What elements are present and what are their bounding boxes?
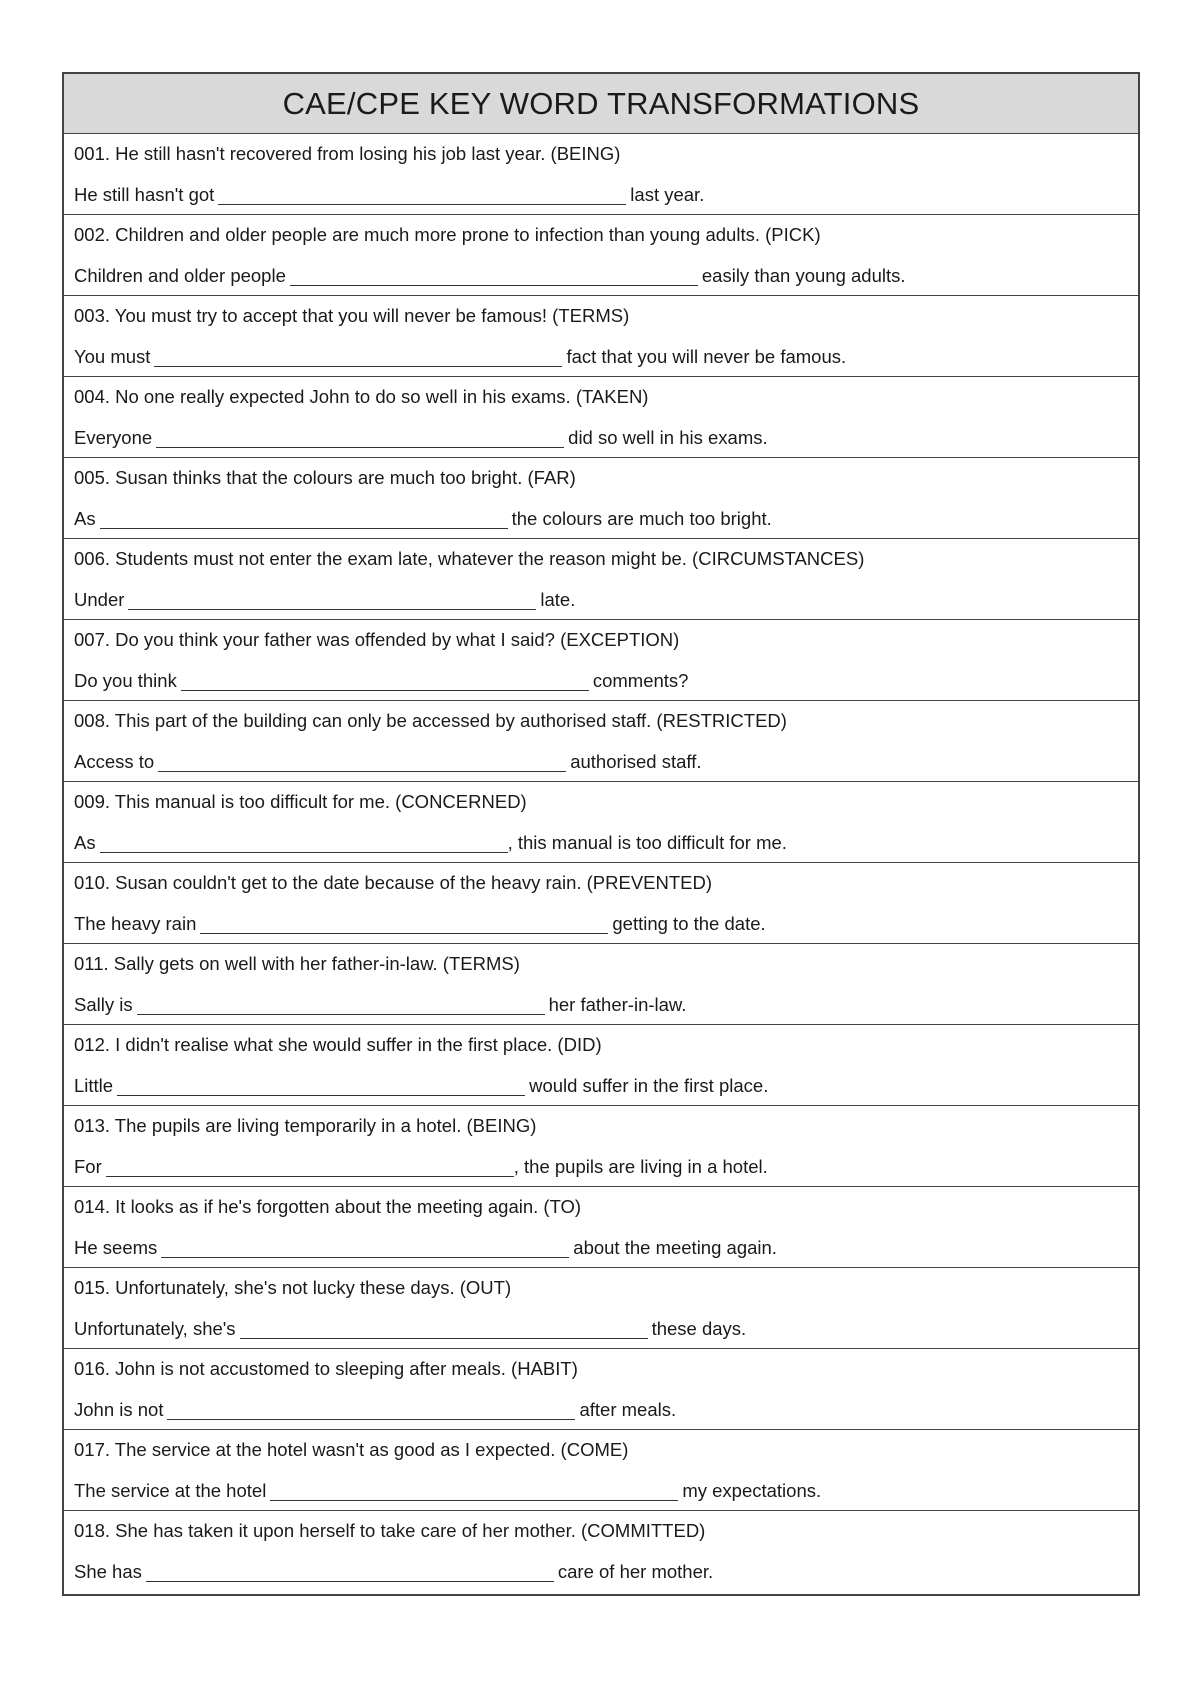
exercise-prompt: 005. Susan thinks that the colours are much too bright. (FAR) bbox=[74, 467, 576, 488]
answer-blank[interactable] bbox=[181, 689, 589, 691]
answer-lead-text: Little bbox=[74, 1074, 114, 1096]
answer-lead-text: He seems bbox=[74, 1236, 158, 1258]
exercise-item bbox=[64, 863, 1138, 944]
answer-tail-text: my expectations. bbox=[682, 1479, 822, 1501]
answer-blank[interactable] bbox=[158, 770, 566, 772]
exercise-prompt: 016. John is not accustomed to sleeping after meals. (HABIT) bbox=[74, 1358, 578, 1379]
exercise-answer-line bbox=[74, 418, 1138, 459]
answer-lead-text: Do you think bbox=[74, 669, 177, 691]
exercise-item bbox=[64, 1430, 1138, 1511]
exercise-item bbox=[64, 1349, 1138, 1430]
exercise-answer-line bbox=[74, 1471, 1138, 1512]
answer-blank[interactable] bbox=[240, 1337, 648, 1339]
exercise-item bbox=[64, 215, 1138, 296]
exercise-prompt: 002. Children and older people are much more prone to infection than young adults. (PICK) bbox=[74, 224, 821, 245]
worksheet-table bbox=[62, 72, 1140, 1596]
exercise-prompt: 003. You must try to accept that you will never be famous! (TERMS) bbox=[74, 305, 630, 326]
answer-tail-text: fact that you will never be famous. bbox=[566, 345, 847, 367]
exercise-answer-line bbox=[74, 661, 1138, 702]
answer-tail-text: late. bbox=[540, 588, 576, 610]
exercise-item bbox=[64, 701, 1138, 782]
exercise-prompt: 012. I didn't realise what she would suffer in the first place. (DID) bbox=[74, 1034, 602, 1055]
answer-tail-text: the colours are much too bright. bbox=[511, 507, 772, 529]
exercise-item bbox=[64, 1268, 1138, 1349]
exercise-answer-line bbox=[74, 985, 1138, 1026]
exercise-item bbox=[64, 1511, 1138, 1594]
answer-blank[interactable] bbox=[117, 1094, 525, 1096]
exercise-answer-line bbox=[74, 1147, 1138, 1188]
exercise-prompt: 004. No one really expected John to do so well in his exams. (TAKEN) bbox=[74, 386, 649, 407]
exercise-prompt: 010. Susan couldn't get to the date because of the heavy rain. (PREVENTED) bbox=[74, 872, 713, 893]
exercise-item bbox=[64, 944, 1138, 1025]
answer-lead-text: The heavy rain bbox=[74, 912, 197, 934]
exercise-answer-line bbox=[74, 499, 1138, 540]
exercise-prompt: 001. He still hasn't recovered from losing his job last year. (BEING) bbox=[74, 143, 621, 164]
answer-blank[interactable] bbox=[270, 1499, 678, 1501]
exercise-prompt: 009. This manual is too difficult for me. (CONCERNED) bbox=[74, 791, 527, 812]
answer-tail-text: authorised staff. bbox=[570, 750, 702, 772]
answer-lead-text: As bbox=[74, 507, 96, 529]
exercise-item bbox=[64, 620, 1138, 701]
exercise-item bbox=[64, 377, 1138, 458]
answer-tail-text: , the pupils are living in a hotel. bbox=[513, 1155, 768, 1177]
answer-blank[interactable] bbox=[100, 851, 508, 853]
exercise-answer-line bbox=[74, 1390, 1138, 1431]
exercise-prompt: 011. Sally gets on well with her father-in-law. (TERMS) bbox=[74, 953, 520, 974]
answer-lead-text: Access to bbox=[74, 750, 155, 772]
exercise-prompt: 013. The pupils are living temporarily in a hotel. (BEING) bbox=[74, 1115, 537, 1136]
exercise-answer-line bbox=[74, 1228, 1138, 1269]
answer-blank[interactable] bbox=[290, 284, 698, 286]
answer-tail-text: about the meeting again. bbox=[573, 1236, 777, 1258]
answer-tail-text: her father-in-law. bbox=[548, 993, 687, 1015]
answer-blank[interactable] bbox=[167, 1418, 575, 1420]
answer-tail-text: getting to the date. bbox=[612, 912, 766, 934]
exercise-item bbox=[64, 296, 1138, 377]
answer-blank[interactable] bbox=[106, 1175, 514, 1177]
answer-lead-text: Children and older people bbox=[74, 264, 286, 286]
answer-lead-text: Unfortunately, she's bbox=[74, 1317, 236, 1339]
exercise-prompt: 018. She has taken it upon herself to take care of her mother. (COMMITTED) bbox=[74, 1520, 706, 1541]
answer-blank[interactable] bbox=[161, 1256, 569, 1258]
answer-lead-text: Sally is bbox=[74, 993, 133, 1015]
exercise-item bbox=[64, 1025, 1138, 1106]
answer-tail-text: , this manual is too difficult for me. bbox=[507, 831, 787, 853]
exercise-prompt: 015. Unfortunately, she's not lucky these days. (OUT) bbox=[74, 1277, 512, 1298]
exercise-answer-line bbox=[74, 1309, 1138, 1350]
exercise-answer-line bbox=[74, 175, 1138, 216]
answer-tail-text: easily than young adults. bbox=[701, 264, 906, 286]
answer-tail-text: did so well in his exams. bbox=[568, 426, 768, 448]
exercise-prompt: 008. This part of the building can only be accessed by authorised staff. (RESTRICTED) bbox=[74, 710, 787, 731]
exercise-prompt: 014. It looks as if he's forgotten about the meeting again. (TO) bbox=[74, 1196, 582, 1217]
answer-lead-text: He still hasn't got bbox=[74, 183, 215, 205]
answer-lead-text: The service at the hotel bbox=[74, 1479, 267, 1501]
exercise-answer-line bbox=[74, 337, 1138, 378]
exercise-item bbox=[64, 782, 1138, 863]
answer-lead-text: As bbox=[74, 831, 96, 853]
answer-lead-text: Everyone bbox=[74, 426, 153, 448]
answer-blank[interactable] bbox=[146, 1580, 554, 1582]
answer-lead-text: Under bbox=[74, 588, 125, 610]
exercise-item bbox=[64, 539, 1138, 620]
answer-lead-text: John is not bbox=[74, 1398, 164, 1420]
exercise-prompt: 006. Students must not enter the exam late, whatever the reason might be. (CIRCUMSTANCES) bbox=[74, 548, 865, 569]
exercise-answer-line bbox=[74, 742, 1138, 783]
answer-tail-text: would suffer in the first place. bbox=[529, 1074, 769, 1096]
exercise-prompt: 017. The service at the hotel wasn't as good as I expected. (COME) bbox=[74, 1439, 629, 1460]
exercise-answer-line bbox=[74, 1066, 1138, 1107]
exercise-item bbox=[64, 458, 1138, 539]
answer-lead-text: For bbox=[74, 1155, 102, 1177]
exercise-answer-line bbox=[74, 1552, 1138, 1593]
exercise-item bbox=[64, 1187, 1138, 1268]
worksheet-title: CAE/CPE KEY WORD TRANSFORMATIONS bbox=[64, 74, 1138, 134]
answer-blank[interactable] bbox=[100, 527, 508, 529]
exercise-answer-line bbox=[74, 580, 1138, 621]
answer-tail-text: after meals. bbox=[579, 1398, 677, 1420]
answer-lead-text: She has bbox=[74, 1560, 142, 1582]
answer-blank[interactable] bbox=[156, 446, 564, 448]
answer-blank[interactable] bbox=[218, 203, 626, 205]
answer-blank[interactable] bbox=[154, 365, 562, 367]
answer-blank[interactable] bbox=[128, 608, 536, 610]
exercise-prompt: 007. Do you think your father was offended by what I said? (EXCEPTION) bbox=[74, 629, 680, 650]
exercise-answer-line bbox=[74, 904, 1138, 945]
answer-blank[interactable] bbox=[200, 932, 608, 934]
answer-lead-text: You must bbox=[74, 345, 151, 367]
answer-tail-text: last year. bbox=[630, 183, 705, 205]
answer-blank[interactable] bbox=[137, 1013, 545, 1015]
exercise-answer-line bbox=[74, 823, 1138, 864]
answer-tail-text: comments? bbox=[592, 669, 689, 691]
exercise-item bbox=[64, 134, 1138, 215]
exercise-answer-line bbox=[74, 256, 1138, 297]
exercise-list bbox=[64, 134, 1138, 1594]
exercise-item bbox=[64, 1106, 1138, 1187]
answer-tail-text: these days. bbox=[651, 1317, 747, 1339]
answer-tail-text: care of her mother. bbox=[557, 1560, 714, 1582]
